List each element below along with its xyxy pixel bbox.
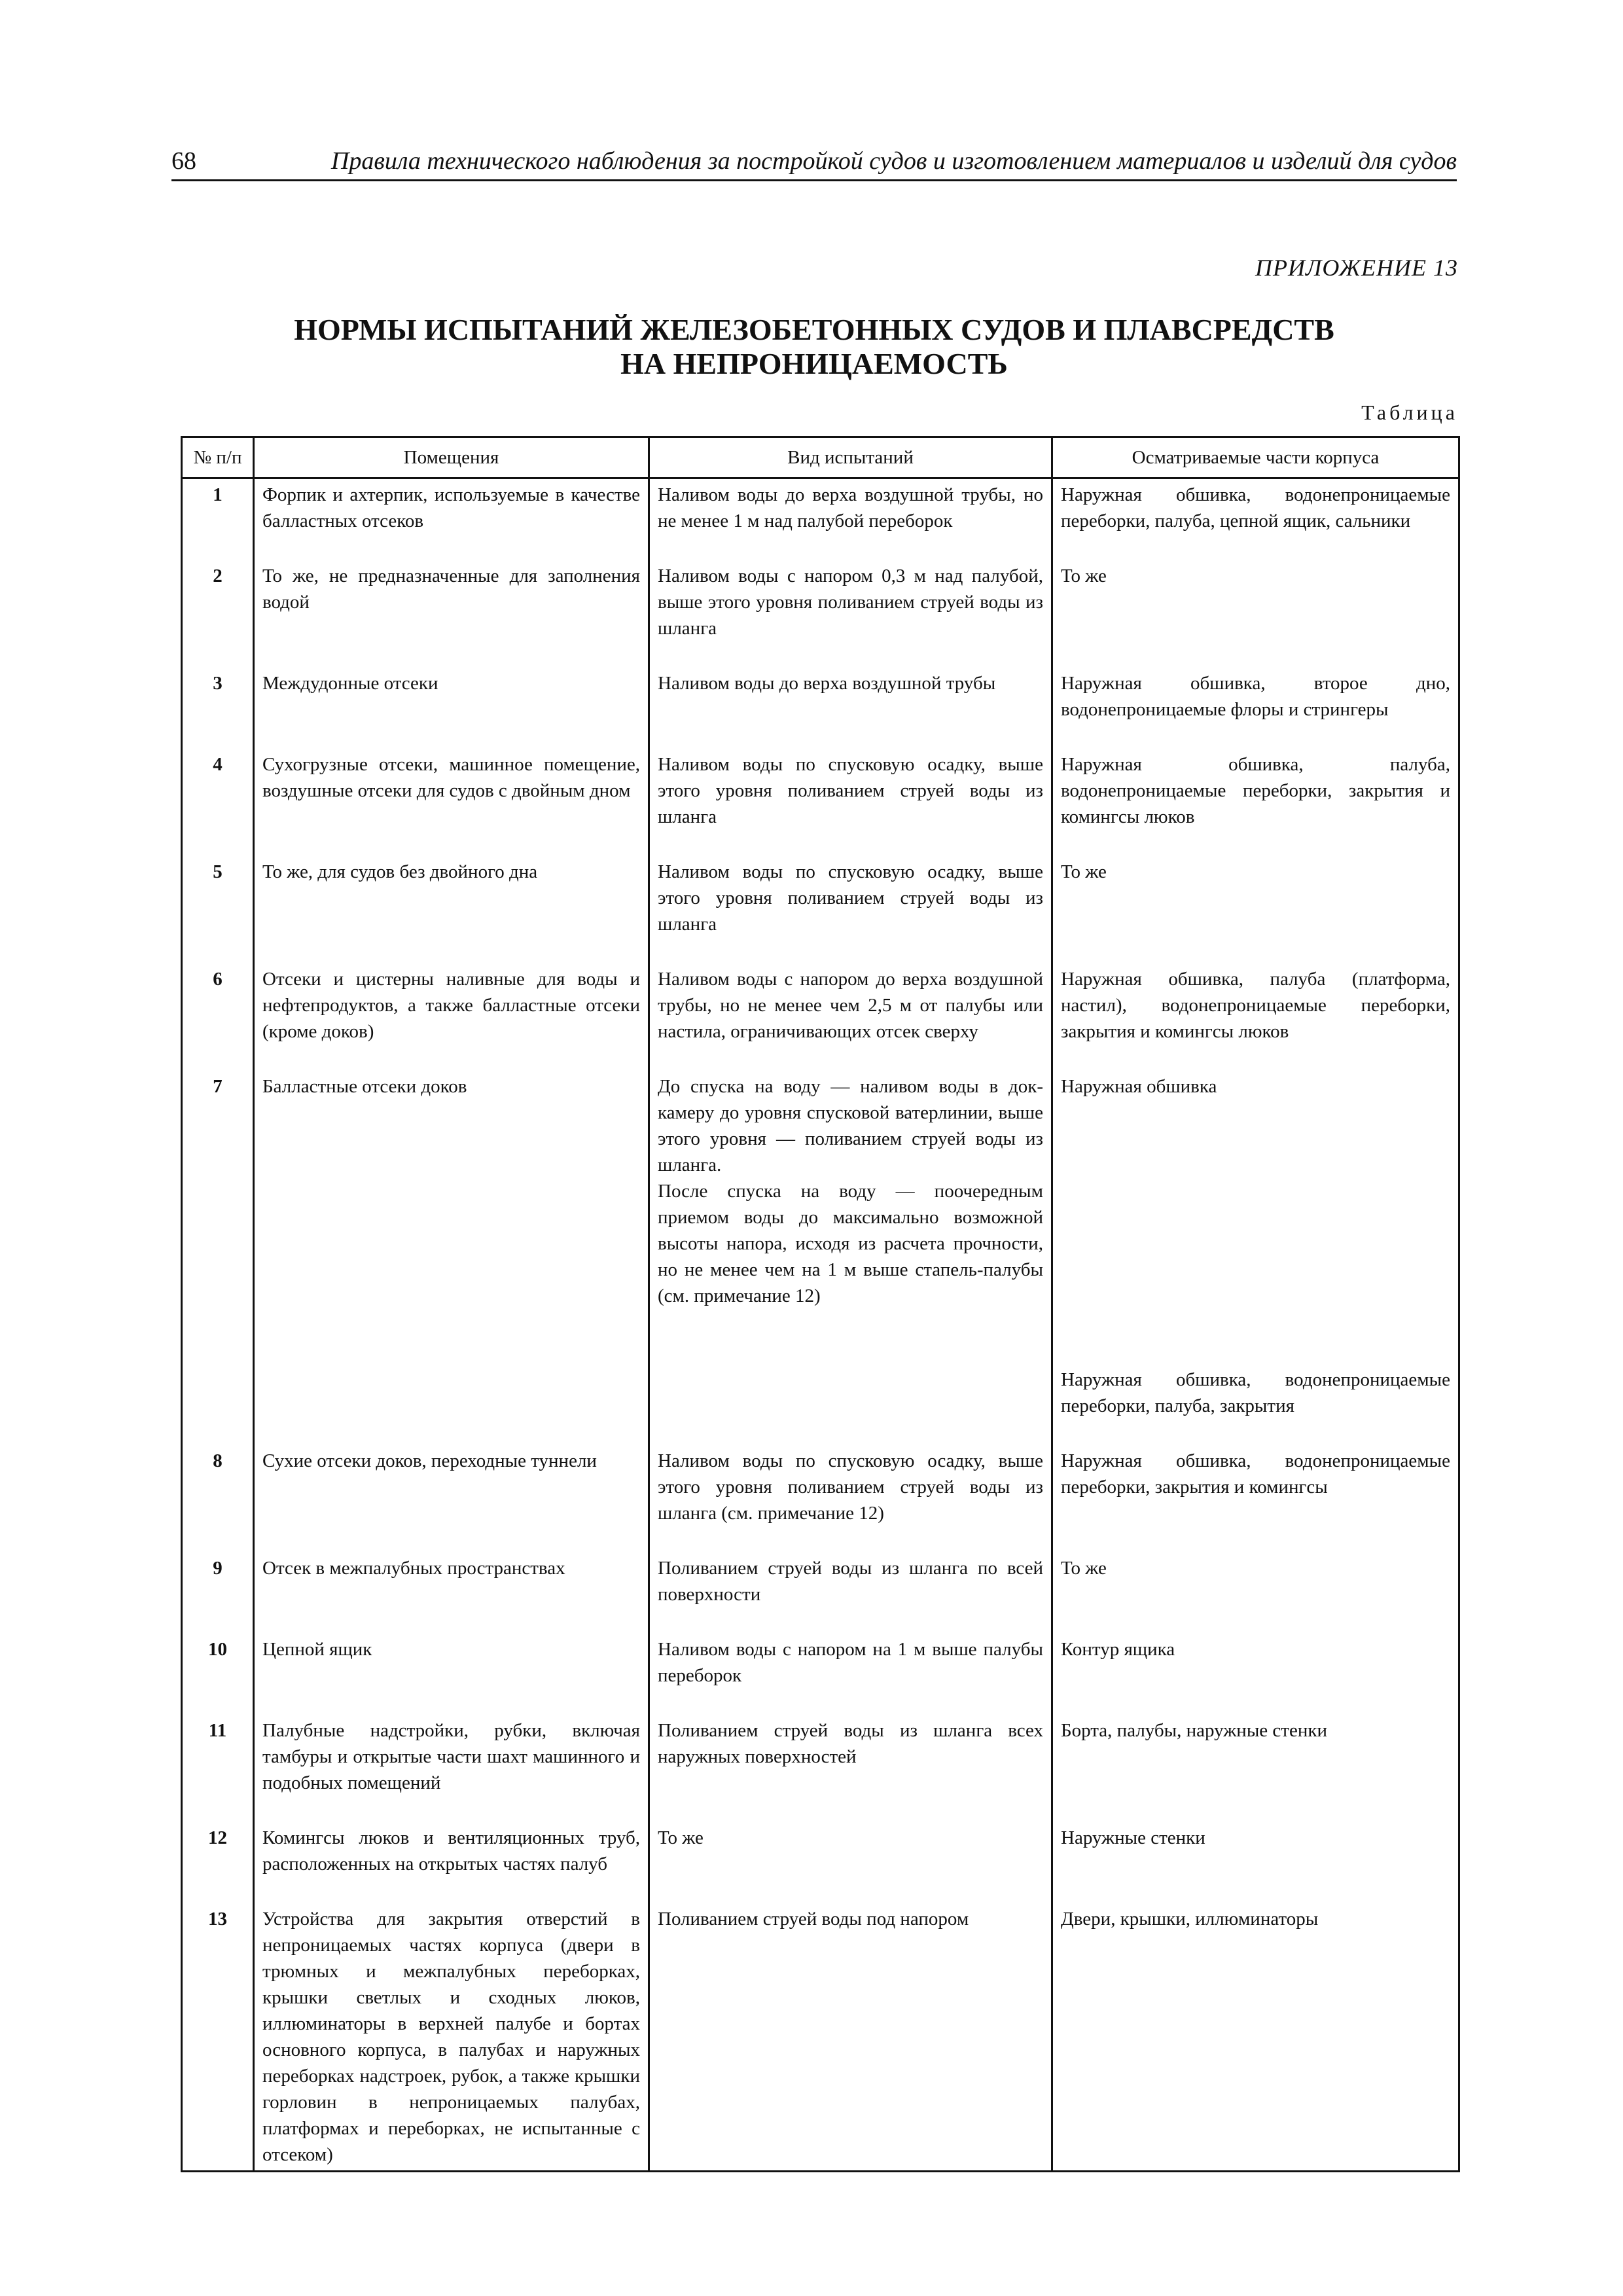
row-number: 10 <box>182 1634 254 1715</box>
row-number: 3 <box>182 668 254 749</box>
rooms-cell: Цепной ящик <box>254 1634 649 1715</box>
inspected-parts-cell: То же <box>1052 856 1459 963</box>
inspected-parts-cell: Контур ящика <box>1052 1634 1459 1715</box>
test-type-cell: Наливом воды до верха воздушной трубы, но не менее 1 м над палубой переборок <box>649 478 1052 561</box>
rooms-cell: Отсек в межпалубных пространствах <box>254 1552 649 1634</box>
appendix-label: ПРИЛОЖЕНИЕ 13 <box>1255 255 1458 281</box>
inspected-parts-cell: Борта, палубы, наружные стенки <box>1052 1715 1459 1822</box>
inspected-parts-cell: Наружная обшивка, второе дно, водонепроницаемые флоры и стрингеры <box>1052 668 1459 749</box>
row-number: 4 <box>182 749 254 856</box>
table-row <box>182 749 1459 856</box>
row-number: 9 <box>182 1552 254 1634</box>
test-type-cell: Поливанием струей воды под напором <box>649 1903 1052 2172</box>
inspected-parts-cell: То же <box>1052 1552 1459 1634</box>
table-row <box>182 478 1459 561</box>
table-caption: Таблица <box>1361 401 1458 424</box>
test-type-cell: Наливом воды по спусковую осадку, выше этого уровня поливанием струей воды из шланга (см. примечание 12) <box>649 1445 1052 1552</box>
test-type-cell: Наливом воды с напором на 1 м выше палубы переборок <box>649 1634 1052 1715</box>
rooms-cell: Отсеки и цистерны наливные для воды и нефтепродуктов, а также балластные отсеки (кроме доков) <box>254 963 649 1071</box>
row-number: 7 <box>182 1071 254 1445</box>
test-type-after-launch: После спуска на воду — поочередным приемом воды до максимально возможной высоты напора, исходя из расчета прочности, но не менее чем на 1 м выше стапель-палубы (см. примечание 12) <box>658 1181 1043 1306</box>
inspected-parts-cell: Двери, крышки, иллюминаторы <box>1052 1903 1459 2172</box>
test-type-cell: Поливанием струей воды из шланга всех наружных поверхностей <box>649 1715 1052 1822</box>
table-row <box>182 560 1459 668</box>
test-type-before-launch: До спуска на воду — наливом воды в док-камеру до уровня спусковой ватерлинии, выше этого уровня — поливанием струей воды из шланга. <box>658 1076 1043 1175</box>
inspected-parts-after-launch: Наружная обшивка, водонепроницаемые переборки, палуба, закрытия <box>1061 1369 1450 1416</box>
table-row <box>182 856 1459 963</box>
table-row <box>182 1071 1459 1445</box>
row-number: 6 <box>182 963 254 1071</box>
column-header-rooms: Помещения <box>254 437 649 478</box>
inspected-parts-cell: Наружная обшивка, водонепроницаемые переборки, палуба, цепной ящик, сальники <box>1052 478 1459 561</box>
table-row <box>182 1445 1459 1552</box>
rooms-cell: Балластные отсеки доков <box>254 1071 649 1445</box>
rooms-cell: Комингсы люков и вентиляционных труб, расположенных на открытых частях палуб <box>254 1822 649 1903</box>
column-header-test-type: Вид испытаний <box>649 437 1052 478</box>
rooms-cell: Форпик и ахтерпик, используемые в качестве балластных отсеков <box>254 478 649 561</box>
table-row <box>182 1634 1459 1715</box>
row-number: 12 <box>182 1822 254 1903</box>
rooms-cell: Междудонные отсеки <box>254 668 649 749</box>
rooms-cell: То же, для судов без двойного дна <box>254 856 649 963</box>
inspected-parts-cell <box>1052 1071 1459 1445</box>
document-title-line-2: НА НЕПРОНИЦАЕМОСТЬ <box>620 347 1008 380</box>
row-number: 8 <box>182 1445 254 1552</box>
inspected-parts-cell: То же <box>1052 560 1459 668</box>
rooms-cell: То же, не предназначенные для заполнения водой <box>254 560 649 668</box>
row-number: 2 <box>182 560 254 668</box>
table-row <box>182 1552 1459 1634</box>
test-type-cell: Наливом воды с напором 0,3 м над палубой, выше этого уровня поливанием струей воды из шланга <box>649 560 1052 668</box>
test-type-cell: Наливом воды по спусковую осадку, выше этого уровня поливанием струей воды из шланга <box>649 856 1052 963</box>
table-row <box>182 1903 1459 2172</box>
test-type-cell <box>649 1071 1052 1445</box>
running-title: Правила технического наблюдения за постройкой судов и изготовлением материалов и изделий для судов <box>330 147 1457 175</box>
page-number: 68 <box>171 147 196 175</box>
row-number: 11 <box>182 1715 254 1822</box>
inspected-parts-cell: Наружная обшивка, палуба, водонепроницаемые переборки, закрытия и комингсы люков <box>1052 749 1459 856</box>
norms-table <box>181 436 1460 2172</box>
table-row <box>182 963 1459 1071</box>
table-row <box>182 668 1459 749</box>
row-number: 13 <box>182 1903 254 2172</box>
table-header-row <box>182 437 1459 478</box>
column-header-inspected-parts: Осматриваемые части корпуса <box>1052 437 1459 478</box>
rooms-cell: Сухогрузные отсеки, машинное помещение, воздушные отсеки для судов с двойным дном <box>254 749 649 856</box>
rooms-cell: Устройства для закрытия отверстий в непроницаемых частях корпуса (двери в трюмных и межпалубных переборках, крышки светлых и сходных люков, иллюминаторы в верхней палубе и бортах основного корпуса, в палубах и наружных переборках надстроек, рубок, а также крышки горловин в непроницаемых палубах, платформах и переборках, не испытанные с отсеком) <box>254 1903 649 2172</box>
document-title-line-1: НОРМЫ ИСПЫТАНИЙ ЖЕЛЕЗОБЕТОННЫХ СУДОВ И ПЛАВСРЕДСТВ <box>294 313 1334 346</box>
running-header <box>171 143 1457 181</box>
test-type-cell: Наливом воды до верха воздушной трубы <box>649 668 1052 749</box>
rooms-cell: Сухие отсеки доков, переходные туннели <box>254 1445 649 1552</box>
table-row <box>182 1822 1459 1903</box>
inspected-parts-cell: Наружная обшивка, водонепроницаемые переборки, закрытия и комингсы <box>1052 1445 1459 1552</box>
rooms-cell: Палубные надстройки, рубки, включая тамбуры и открытые части шахт машинного и подобных помещений <box>254 1715 649 1822</box>
inspected-parts-cell: Наружные стенки <box>1052 1822 1459 1903</box>
row-number: 1 <box>182 478 254 561</box>
inspected-parts-before-launch: Наружная обшивка <box>1061 1076 1217 1097</box>
row-number: 5 <box>182 856 254 963</box>
document-title <box>171 313 1457 381</box>
test-type-cell: То же <box>649 1822 1052 1903</box>
inspected-parts-cell: Наружная обшивка, палуба (платформа, настил), водонепроницаемые переборки, закрытия и комингсы люков <box>1052 963 1459 1071</box>
table-row <box>182 1715 1459 1822</box>
test-type-cell: Поливанием струей воды из шланга по всей поверхности <box>649 1552 1052 1634</box>
column-header-number: № п/п <box>182 437 254 478</box>
test-type-cell: Наливом воды с напором до верха воздушной трубы, но не менее чем 2,5 м от палубы или настила, ограничивающих отсек сверху <box>649 963 1052 1071</box>
test-type-cell: Наливом воды по спусковую осадку, выше этого уровня поливанием струей воды из шланга <box>649 749 1052 856</box>
